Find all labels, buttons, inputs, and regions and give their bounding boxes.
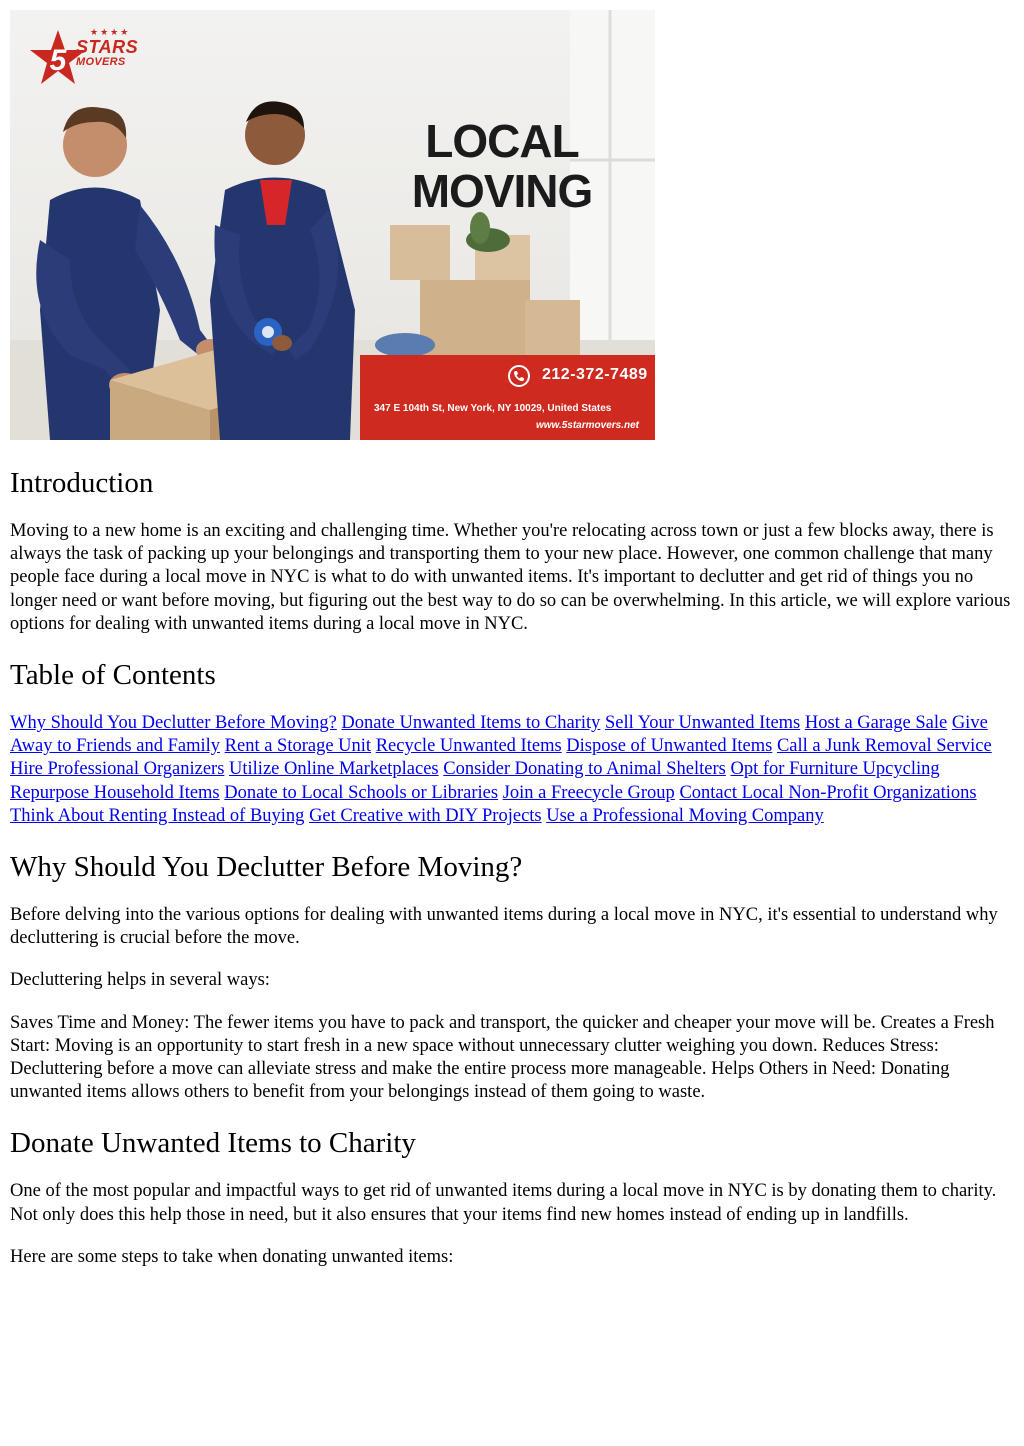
introduction-heading: Introduction	[10, 467, 154, 499]
toc-link[interactable]: Think About Renting Instead of Buying	[10, 805, 305, 826]
toc-link[interactable]: Dispose of Unwanted Items	[566, 736, 773, 757]
box-bg-2	[420, 280, 530, 355]
donate-paragraph-1: One of the most popular and impactful ways to get rid of unwanted items during a local move in NYC is by donating them to charity. Not only does this help those in need, but it also ensures that your items find new homes instead of ending up in landfills.	[10, 1181, 997, 1225]
hero-website: www.5starmovers.net	[535, 420, 639, 431]
toc-link[interactable]: Rent a Storage Unit	[224, 736, 372, 757]
toc-link[interactable]: Consider Donating to Animal Shelters	[443, 759, 726, 780]
toc-link[interactable]: Get Creative with DIY Projects	[309, 805, 542, 826]
declutter-paragraph-2: Decluttering helps in several ways:	[10, 970, 270, 991]
toc-link[interactable]: Call a Junk Removal Service	[776, 736, 992, 757]
toc-link[interactable]: Give Away to Friends and Family	[10, 713, 988, 757]
toc-link[interactable]: Sell Your Unwanted Items	[604, 713, 801, 734]
toc-link[interactable]: Donate to Local Schools or Libraries	[224, 782, 499, 803]
donate-heading: Donate Unwanted Items to Charity	[10, 1127, 416, 1160]
introduction-paragraph: Moving to a new home is an exciting and challenging time. Whether you're relocating across town or just a few blocks away, there is always the task of packing up your belongings and transporting them to your new place. However, one common challenge that many people face during a local move in NYC is what to do with unwanted items. It's important to declutter and get rid of things you no longer need or want before moving, but figuring out the best way to do so can be overwhelming. In this article, we will explore various options for dealing with unwanted items during a local move in NYC.	[10, 521, 1011, 634]
toc-link[interactable]: Host a Garage Sale	[804, 713, 948, 734]
toc-link[interactable]: Recycle Unwanted Items	[375, 736, 562, 757]
toc-link[interactable]: Utilize Online Marketplaces	[229, 759, 439, 780]
company-logo	[28, 28, 148, 88]
toc-link[interactable]: Why Should You Declutter Before Moving?	[10, 713, 337, 734]
toc-link[interactable]: Opt for Furniture Upcycling	[730, 759, 940, 780]
declutter-paragraph-3: Saves Time and Money: The fewer items you have to pack and transport, the quicker and cheaper your move will be. Creates a Fresh Start: Moving is an opportunity to start fresh in a new space without unnecessary clutter weighing you down. Reduces Stress: Decluttering before a move can alleviate stress and make the entire process more manageable. Helps Others in Need: Donating unwanted items allows others to benefit from your belongings instead of them going to waste.	[10, 1012, 995, 1103]
toc-link[interactable]: Hire Professional Organizers	[10, 759, 225, 780]
document-page	[10, 10, 1014, 1269]
box-bg-1	[390, 225, 450, 280]
blanket	[375, 333, 435, 357]
table-of-contents	[10, 712, 1014, 828]
toc-heading: Table of Contents	[10, 659, 216, 692]
logo-wordmark: STARS MOVERS	[76, 37, 139, 68]
hero-phone-number: 212-372-7489	[542, 366, 648, 383]
box-bg-4	[525, 300, 580, 355]
svg-text:5: 5	[49, 44, 67, 77]
toc-link[interactable]: Donate Unwanted Items to Charity	[341, 713, 601, 734]
hero-banner	[10, 10, 655, 440]
toc-link[interactable]: Repurpose Household Items	[10, 782, 220, 803]
phone-icon	[508, 365, 530, 387]
hero-contact-bar	[360, 355, 655, 440]
hero-address: 347 E 104th St, New York, NY 10029, United States	[374, 403, 612, 414]
toc-link[interactable]: Use a Professional Moving Company	[546, 805, 824, 826]
toc-link[interactable]: Join a Freecycle Group	[502, 782, 675, 803]
declutter-heading: Why Should You Declutter Before Moving?	[10, 851, 523, 884]
declutter-paragraph-1: Before delving into the various options for dealing with unwanted items during a local move in NYC, it's essential to understand why decluttering is crucial before the move.	[10, 905, 998, 949]
donate-paragraph-2: Here are some steps to take when donating unwanted items:	[10, 1246, 454, 1267]
hero-title: LOCAL MOVING	[411, 115, 593, 217]
toc-link[interactable]: Contact Local Non-Profit Organizations	[679, 782, 977, 803]
logo-rating-stars: ★★★★	[90, 28, 131, 38]
